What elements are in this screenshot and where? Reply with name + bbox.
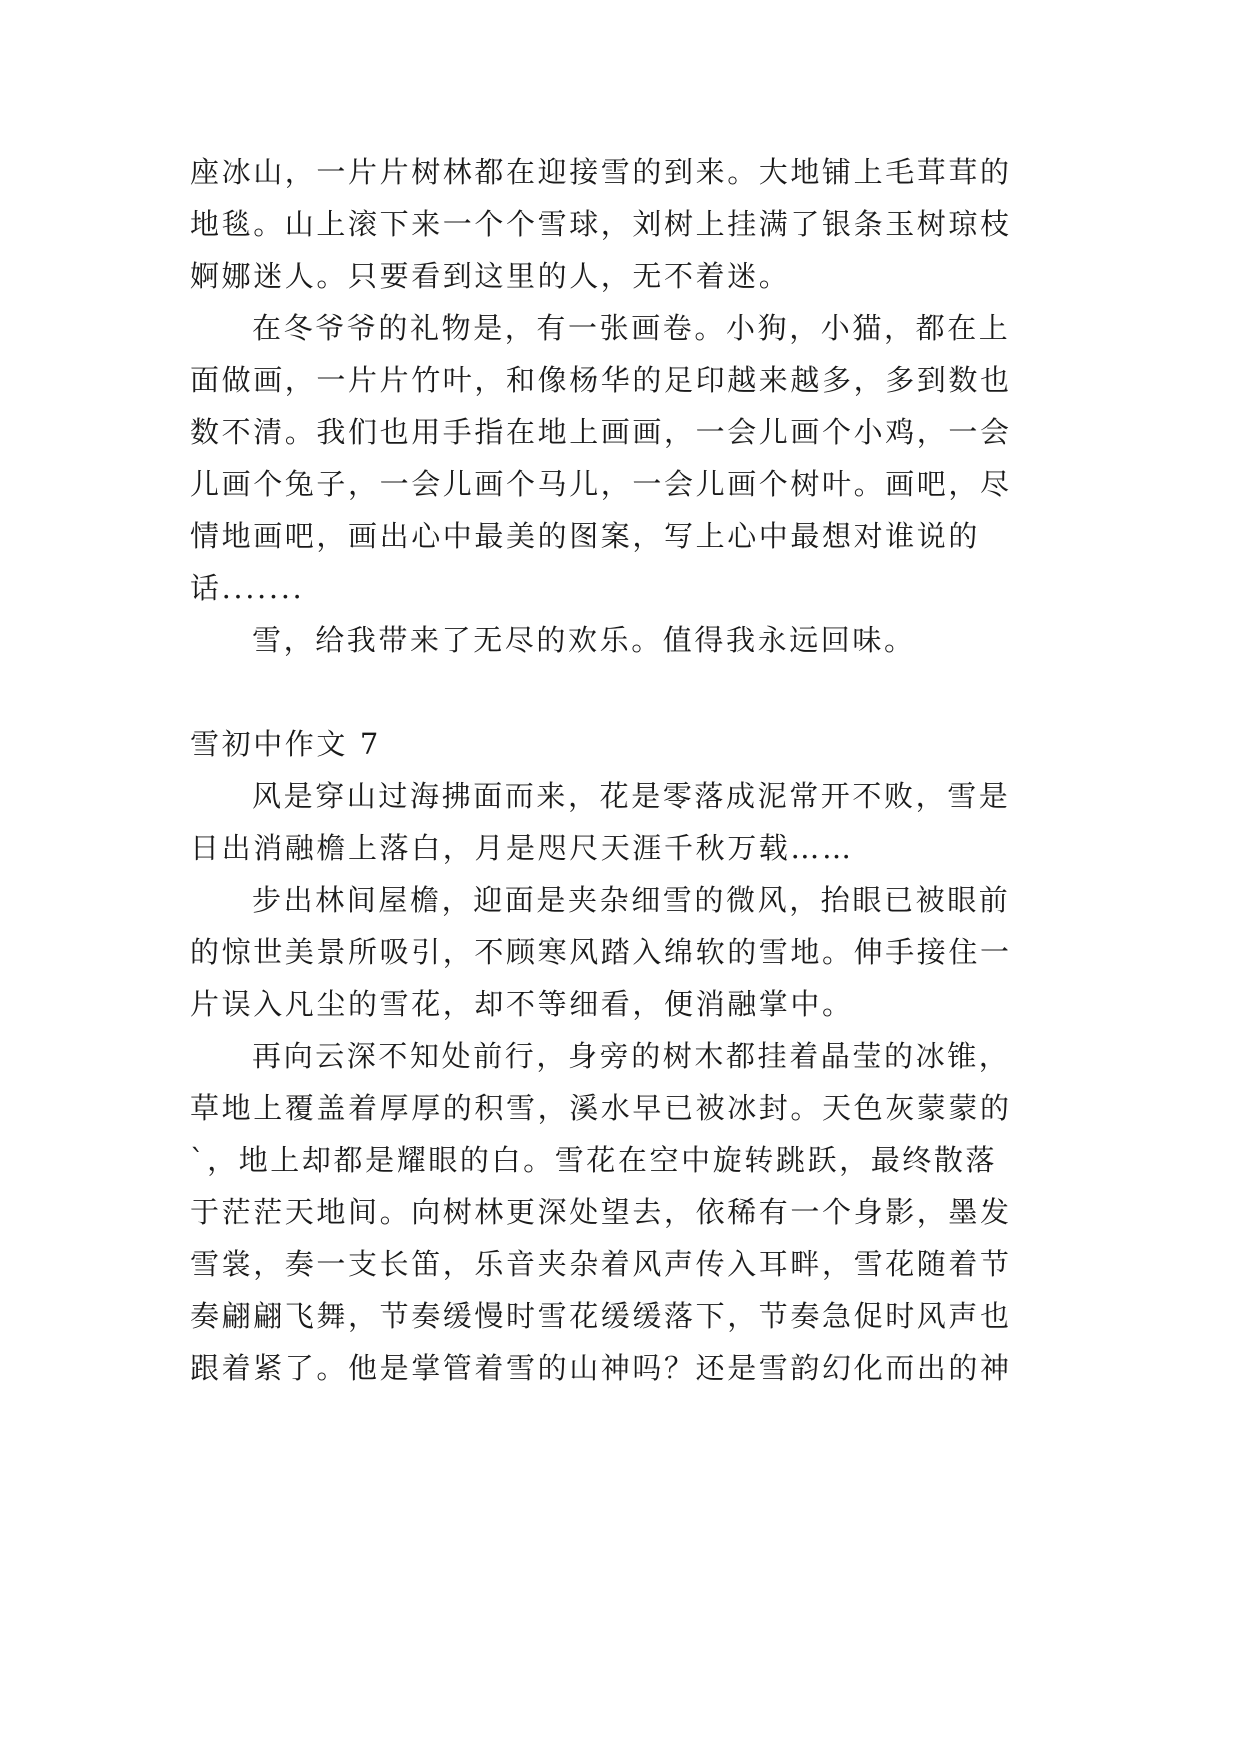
text-line: 情地画吧，画出心中最美的图案，写上心中最想对谁说的: [190, 519, 981, 553]
text-line: 草地上覆盖着厚厚的积雪，溪水早已被冰封。天色灰蒙蒙的: [190, 1091, 1012, 1125]
paragraph-start-line: 雪，给我带来了无尽的欢乐。值得我永远回味。: [252, 623, 916, 657]
text-line: 座冰山，一片片树林都在迎接雪的到来。大地铺上毛茸茸的: [190, 155, 1012, 189]
paragraph-start-line: 步出林间屋檐，迎面是夹杂细雪的微风，抬眼已被眼前: [252, 883, 1011, 917]
text-line: 于茫茫天地间。向树林更深处望去，依稀有一个身影，墨发: [190, 1195, 1012, 1229]
text-line: 儿画个兔子，一会儿画个马儿，一会儿画个树叶。画吧，尽: [190, 467, 1012, 501]
paragraph-start-line: 在冬爷爷的礼物是，有一张画卷。小狗，小猫，都在上: [252, 311, 1011, 345]
text-line: 片误入凡尘的雪花，却不等细看，便消融掌中。: [190, 987, 854, 1021]
text-line: 地毯。山上滚下来一个个雪球，刘树上挂满了银条玉树琼枝: [190, 207, 1012, 241]
text-line: 婀娜迷人。只要看到这里的人，无不着迷。: [190, 259, 791, 293]
text-line: 话.......: [190, 571, 305, 605]
text-line: 的惊世美景所吸引，不顾寒风踏入绵软的雪地。伸手接住一: [190, 935, 1012, 969]
essay-title: 雪初中作文 7: [190, 727, 381, 761]
text-line: 数不清。我们也用手指在地上画画，一会儿画个小鸡，一会: [190, 415, 1012, 449]
text-line: 跟着紧了。他是掌管着雪的山神吗？还是雪韵幻化而出的神: [190, 1351, 1012, 1385]
paragraph-start-line: 再向云深不知处前行，身旁的树木都挂着晶莹的冰锥，: [252, 1039, 1011, 1073]
text-line: `，地上却都是耀眼的白。雪花在空中旋转跳跃，最终散落: [190, 1143, 998, 1177]
text-line: 日出消融檐上落白，月是咫尺天涯千秋万载……: [190, 831, 854, 865]
text-line: 奏翩翩飞舞，节奏缓慢时雪花缓缓落下，节奏急促时风声也: [190, 1299, 1012, 1333]
text-line: 面做画，一片片竹叶，和像杨华的足印越来越多，多到数也: [190, 363, 1012, 397]
text-line: 雪裳，奏一支长笛，乐音夹杂着风声传入耳畔，雪花随着节: [190, 1247, 1012, 1281]
paragraph-start-line: 风是穿山过海拂面而来，花是零落成泥常开不败，雪是: [252, 779, 1011, 813]
